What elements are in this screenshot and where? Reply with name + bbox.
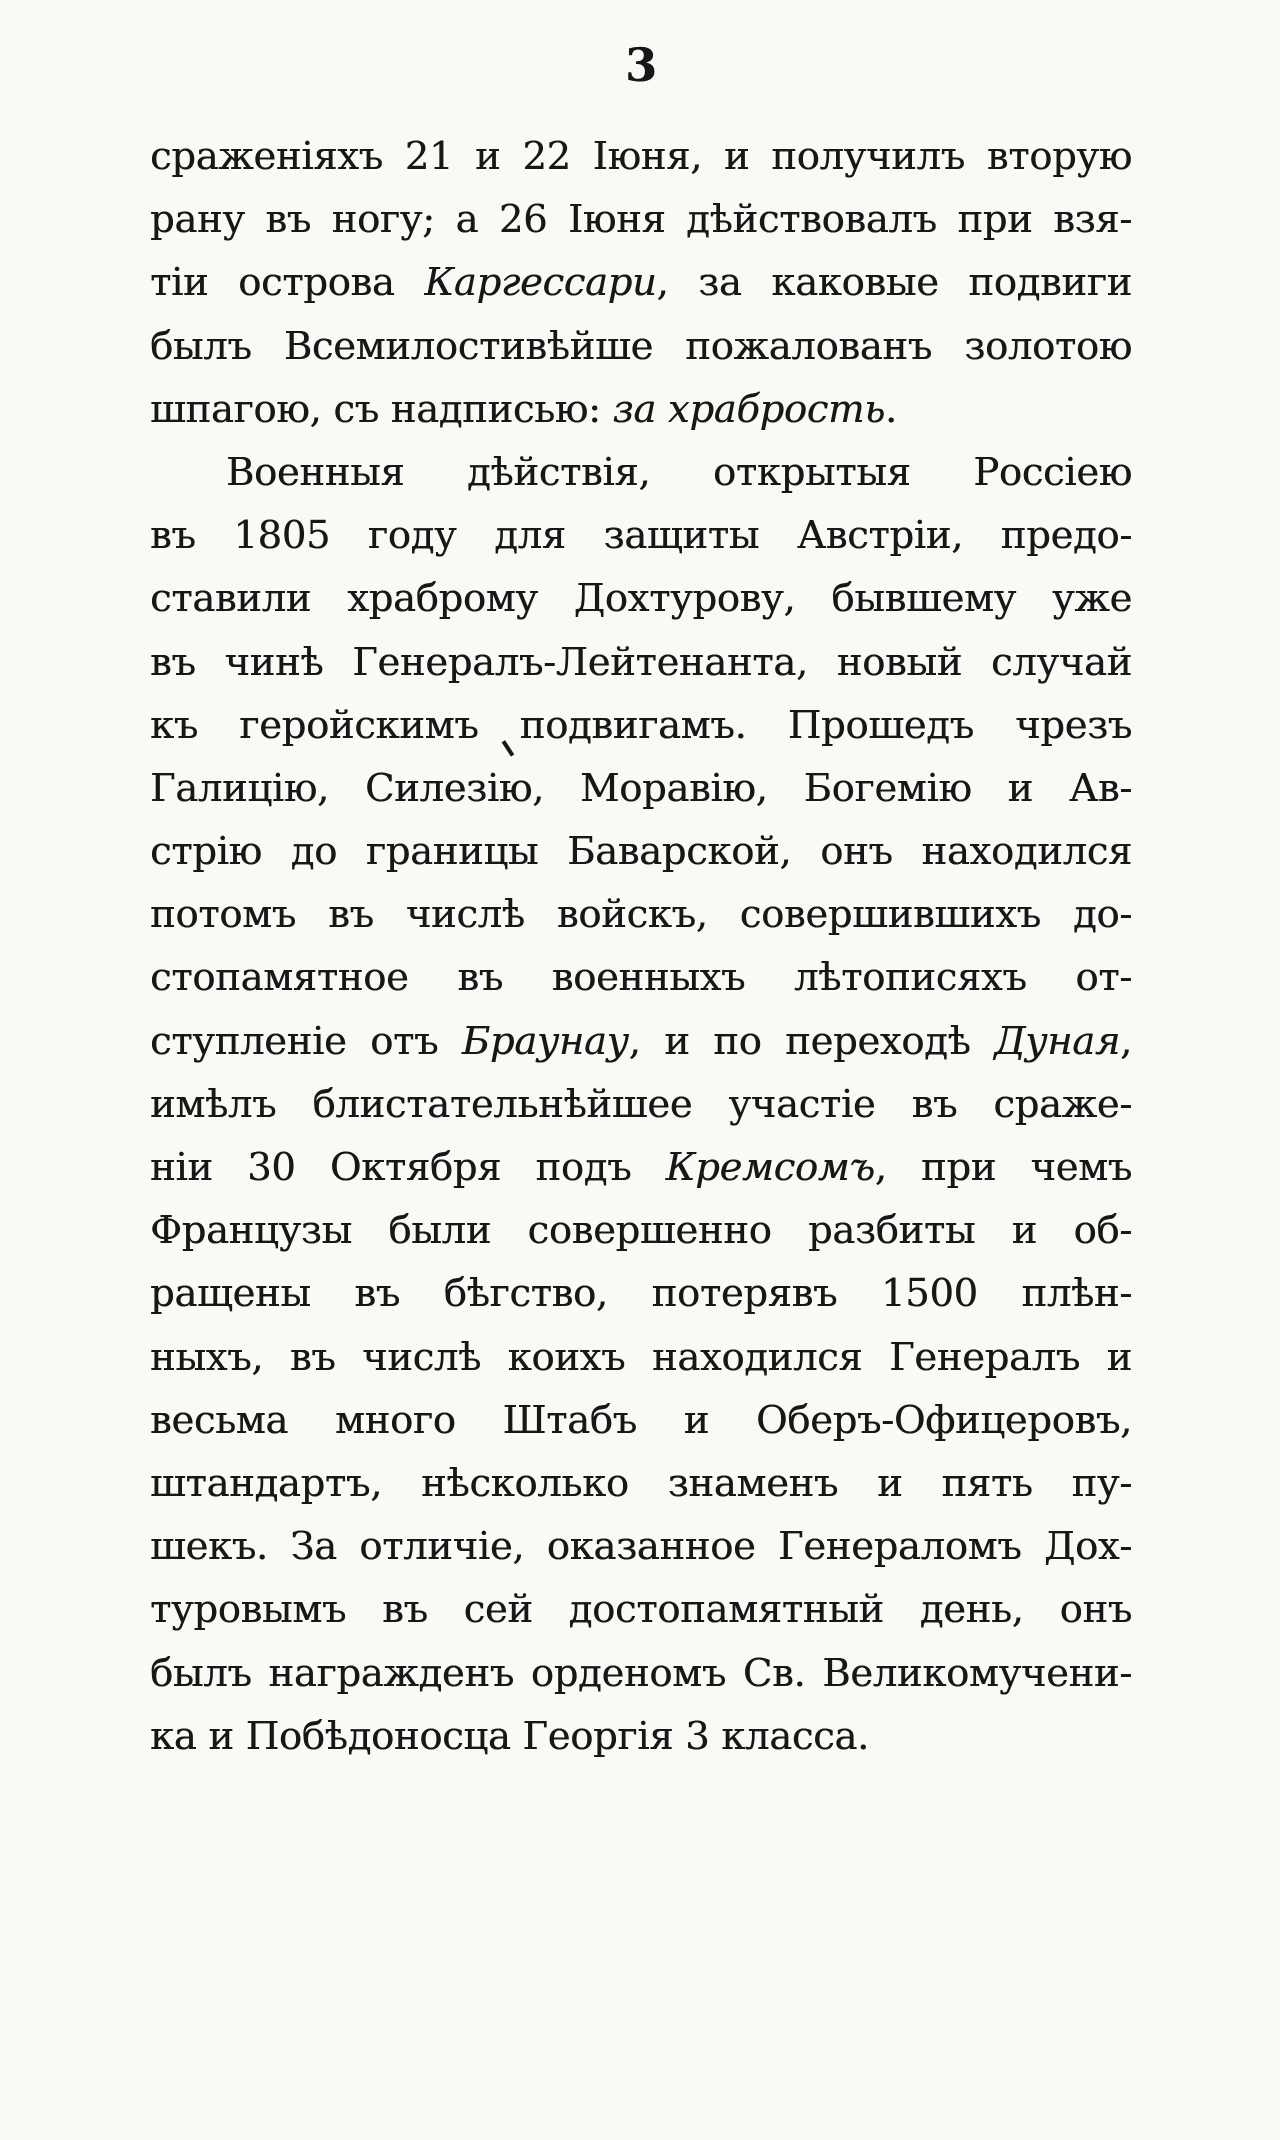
text-segment: въ чинѣ Генералъ-Лейтенанта, новый случай bbox=[150, 639, 1132, 685]
text-segment: тіи острова bbox=[150, 260, 425, 306]
text-segment: рану въ ногу; а 26 Іюня дѣйствовалъ при взя- bbox=[150, 197, 1132, 243]
text-line bbox=[150, 1705, 1132, 1768]
text-segment: Галицію, Силезію, Моравію, Богемію и Ав- bbox=[150, 765, 1132, 811]
text-line bbox=[150, 1262, 1132, 1325]
text-line bbox=[150, 251, 1132, 314]
text-segment: весьма много Штабъ и Оберъ-Офицеровъ, bbox=[150, 1397, 1132, 1443]
text-line bbox=[150, 504, 1132, 567]
text-segment: ніи 30 Октября подъ bbox=[150, 1145, 666, 1190]
text-block bbox=[150, 125, 1132, 1768]
italic-text-segment: за храбрость bbox=[612, 386, 885, 432]
text-line bbox=[150, 1578, 1132, 1641]
text-line bbox=[150, 757, 1132, 820]
text-line bbox=[150, 1515, 1132, 1578]
text-line bbox=[150, 883, 1132, 946]
text-line bbox=[150, 1073, 1132, 1136]
text-segment: шекъ. За отличіе, оказанное Генераломъ Дох- bbox=[150, 1524, 1132, 1570]
text-segment: Французы были совершенно разбиты и об- bbox=[150, 1208, 1132, 1254]
text-segment: , и по переходѣ bbox=[628, 1018, 995, 1064]
text-segment: , bbox=[1120, 1018, 1132, 1064]
text-line bbox=[150, 820, 1132, 883]
text-line bbox=[150, 1642, 1132, 1705]
text-line bbox=[150, 378, 1132, 441]
text-segment: потомъ въ числѣ войскъ, совершившихъ до- bbox=[150, 892, 1132, 938]
italic-text-segment: Браунау bbox=[461, 1018, 629, 1064]
text-line bbox=[150, 315, 1132, 378]
page-number: 3 bbox=[624, 38, 657, 92]
text-line bbox=[150, 1010, 1132, 1073]
italic-text-segment: Кремсомъ bbox=[665, 1145, 875, 1190]
text-line bbox=[150, 441, 1132, 504]
text-line bbox=[150, 567, 1132, 630]
text-segment: сраженіяхъ 21 и 22 Іюня, и получилъ вторую bbox=[150, 134, 1132, 179]
text-segment: шпагою, съ надписью: bbox=[150, 386, 613, 432]
text-segment: ращены въ бѣгство, потерявъ 1500 плѣн- bbox=[150, 1271, 1132, 1317]
text-segment: , за каковые подвиги bbox=[656, 260, 1132, 306]
italic-text-segment: Дуная bbox=[994, 1018, 1121, 1064]
text-segment: ныхъ, въ числѣ коихъ находился Генералъ и bbox=[150, 1334, 1132, 1380]
text-segment: , при чемъ bbox=[874, 1145, 1132, 1190]
text-line bbox=[150, 188, 1132, 251]
text-segment: ставили храброму Дохтурову, бывшему уже bbox=[150, 576, 1132, 622]
text-line bbox=[150, 694, 1132, 757]
italic-text-segment: Каргессари bbox=[424, 260, 657, 306]
text-segment: былъ награжденъ орденомъ Св. Великомучени- bbox=[150, 1650, 1132, 1696]
text-segment: стопамятное въ военныхъ лѣтописяхъ от- bbox=[150, 955, 1132, 1001]
text-line bbox=[150, 1326, 1132, 1389]
text-line bbox=[150, 1452, 1132, 1515]
text-line bbox=[150, 1389, 1132, 1452]
text-segment: туровымъ въ сей достопамятный день, онъ bbox=[150, 1587, 1132, 1633]
text-segment: имѣлъ блистательнѣйшее участіе въ сраже- bbox=[150, 1081, 1132, 1127]
text-segment: ступленіе отъ bbox=[150, 1018, 462, 1064]
text-segment: штандартъ, нѣсколько знаменъ и пять пу- bbox=[150, 1460, 1132, 1506]
text-segment: былъ Всемилостивѣйше пожалованъ золотою bbox=[150, 323, 1132, 369]
text-line bbox=[150, 1136, 1132, 1199]
text-line bbox=[150, 631, 1132, 694]
text-line bbox=[150, 125, 1132, 188]
text-segment: въ 1805 году для защиты Австріи, предо- bbox=[150, 513, 1132, 559]
text-line bbox=[150, 1199, 1132, 1262]
text-segment: стрію до границы Баварской, онъ находился bbox=[150, 829, 1132, 875]
text-segment: къ геройскимъ подвигамъ. Прошедъ чрезъ bbox=[150, 702, 1132, 748]
text-segment: ка и Побѣдоносца Георгія 3 класса. bbox=[150, 1713, 869, 1759]
text-line bbox=[150, 946, 1132, 1009]
text-segment: . bbox=[884, 386, 897, 432]
text-segment: Военныя дѣйствія, открытыя Россіею bbox=[226, 449, 1132, 495]
